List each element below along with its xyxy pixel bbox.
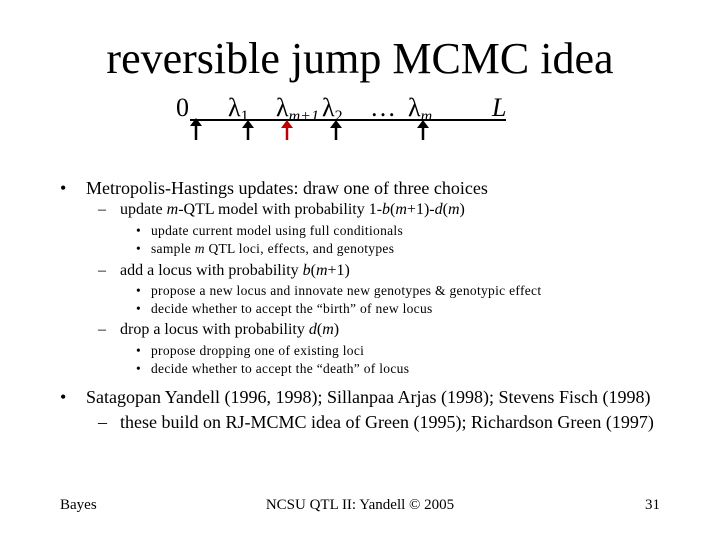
subitem-drop-locus: – drop a locus with probability d(m) (98, 321, 340, 338)
footer-left: Bayes (60, 497, 97, 513)
slide-title: reversible jump MCMC idea (106, 34, 614, 83)
detail-accept-death: • decide whether to accept the “death” of locus (136, 361, 410, 376)
lambda-m-label (408, 93, 432, 132)
subitem-add-locus: – add a locus with probability b(m+1) (98, 262, 350, 279)
lambda-m1-label (276, 93, 319, 132)
lambda-symbol: λ (322, 93, 335, 122)
chromosome-diagram (0, 0, 720, 160)
lambda-m-subscript: m (420, 108, 433, 125)
detail-propose-dropping: • propose dropping one of existing loci (136, 343, 365, 358)
lambda-1-subscript: 1 (240, 108, 249, 125)
bullet-marker: • (60, 178, 67, 198)
ellipsis-label: … (370, 93, 396, 122)
bullet-mh-updates (60, 177, 488, 199)
bullet-text: Metropolis-Hastings updates: draw one of three choices (86, 178, 488, 198)
subitem-update: – update m-QTL model with probability 1-b(m+1)-d(m) (98, 201, 465, 218)
lambda-m1-subscript: m+1 (288, 108, 319, 125)
lambda-symbol: λ (408, 93, 421, 122)
left-end-label: 0 (176, 93, 189, 122)
page-number: 31 (645, 497, 660, 513)
detail-sample-loci: • sample m QTL loci, effects, and genotypes (136, 241, 395, 256)
bullet-references: • Satagopan Yandell (1996, 1998); Sillanpaa Arjas (1998); Stevens Fisch (1998) (60, 387, 651, 407)
lambda-symbol: λ (276, 93, 289, 122)
dash-marker: – (98, 201, 106, 218)
lambda-2-subscript: 2 (334, 108, 343, 125)
lambda-symbol: λ (228, 93, 241, 122)
lambda-1-label (228, 93, 249, 132)
detail-accept-birth: • decide whether to accept the “birth” of new locus (136, 301, 433, 316)
lambda-2-label (322, 93, 343, 132)
detail-update-conditionals: • update current model using full conditionals (136, 223, 404, 238)
detail-propose-new-locus: • propose a new locus and innovate new genotypes & genotypic effect (136, 283, 542, 298)
footer-center: NCSU QTL II: Yandell © 2005 (265, 497, 455, 513)
subitem-rjmcmc-green: – these build on RJ-MCMC idea of Green (1995); Richardson Green (1997) (98, 412, 654, 432)
right-end-label: L (492, 93, 507, 122)
